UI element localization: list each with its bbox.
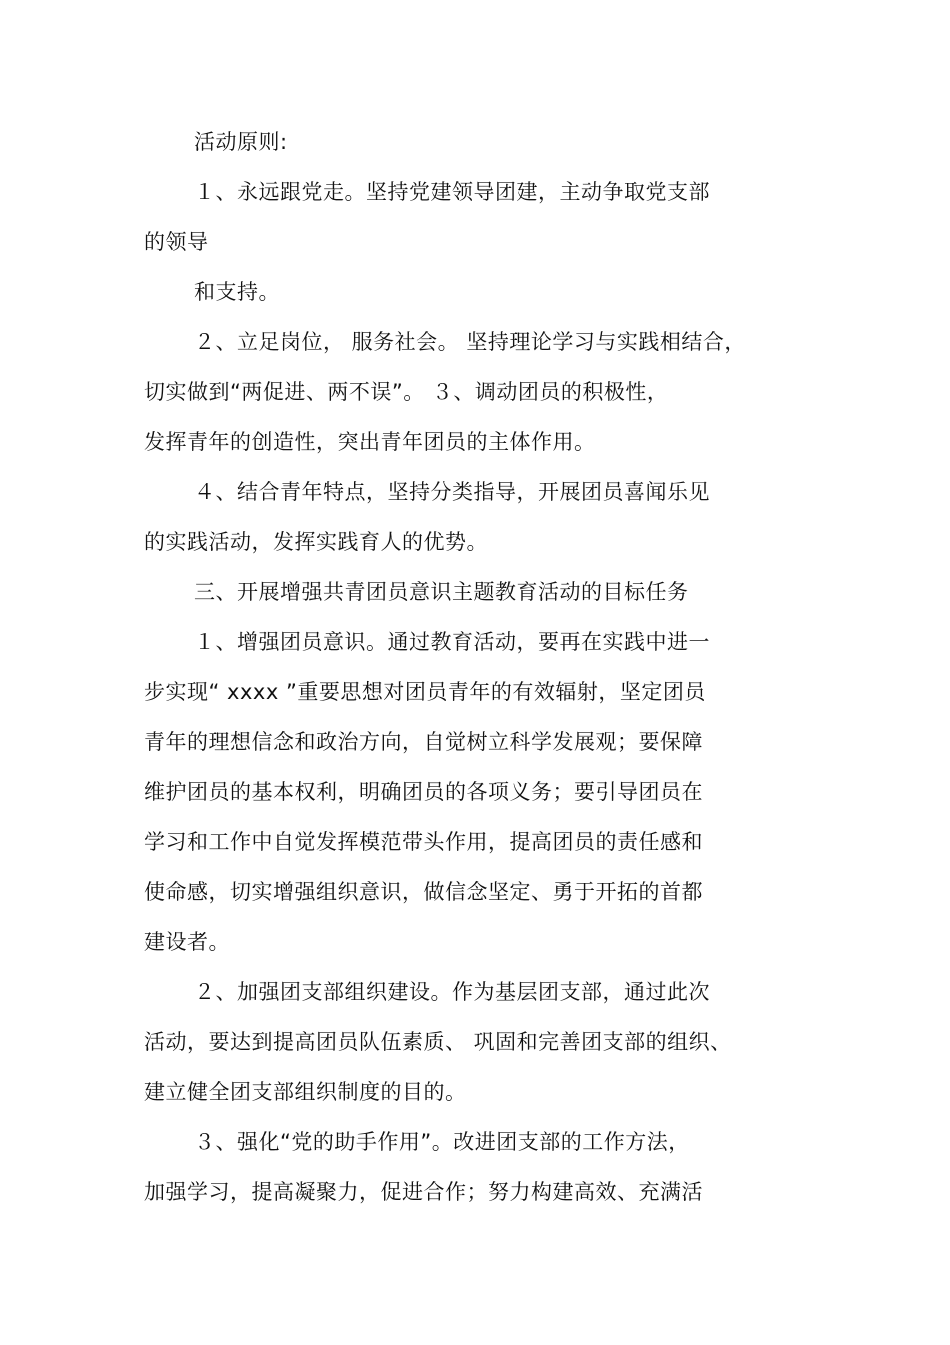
text-line: １、增强团员意识。通过教育活动，要再在实践中进一 xyxy=(194,630,710,654)
text-line: １、永远跟党走。坚持党建领导团建，主动争取党支部 xyxy=(194,180,710,204)
text-line: 的领导 xyxy=(144,230,209,254)
text-line: ４、结合青年特点，坚持分类指导，开展团员喜闻乐见 xyxy=(194,480,710,504)
text-line: 活动原则: xyxy=(194,130,288,154)
text-line: 建立健全团支部组织制度的目的。 xyxy=(144,1080,467,1104)
text-line: ２、立足岗位， 服务社会。 坚持理论学习与实践相结合， xyxy=(194,330,746,354)
text-line: ３、强化“党的助手作用”。改进团支部的工作方法， xyxy=(194,1130,690,1154)
text-line: 的实践活动，发挥实践育人的优势。 xyxy=(144,530,488,554)
text-line: ２、加强团支部组织建设。作为基层团支部，通过此次 xyxy=(194,980,710,1004)
text-line: 使命感，切实增强组织意识，做信念坚定、勇于开拓的首都 xyxy=(144,880,703,904)
text-line: 加强学习，提高凝聚力，促进合作；努力构建高效、充满活 xyxy=(144,1180,703,1204)
text-line: 步实现“ xxxx ”重要思想对团员青年的有效辐射，坚定团员 xyxy=(144,680,706,704)
text-line: 维护团员的基本权利，明确团员的各项义务；要引导团员在 xyxy=(144,780,703,804)
text-line: 青年的理想信念和政治方向，自觉树立科学发展观；要保障 xyxy=(144,730,703,754)
text-line: 和支持。 xyxy=(194,280,280,304)
text-line: 切实做到“两促进、两不误”。 ３、调动团员的积极性， xyxy=(144,380,669,404)
section-heading: 三、开展增强共青团员意识主题教育活动的目标任务 xyxy=(194,580,689,604)
text-line: 发挥青年的创造性，突出青年团员的主体作用。 xyxy=(144,430,596,454)
text-line: 建设者。 xyxy=(144,930,230,954)
text-line: 学习和工作中自觉发挥模范带头作用，提高团员的责任感和 xyxy=(144,830,703,854)
text-line: 活动，要达到提高团员队伍素质、 巩固和完善团支部的组织、 xyxy=(144,1030,732,1054)
